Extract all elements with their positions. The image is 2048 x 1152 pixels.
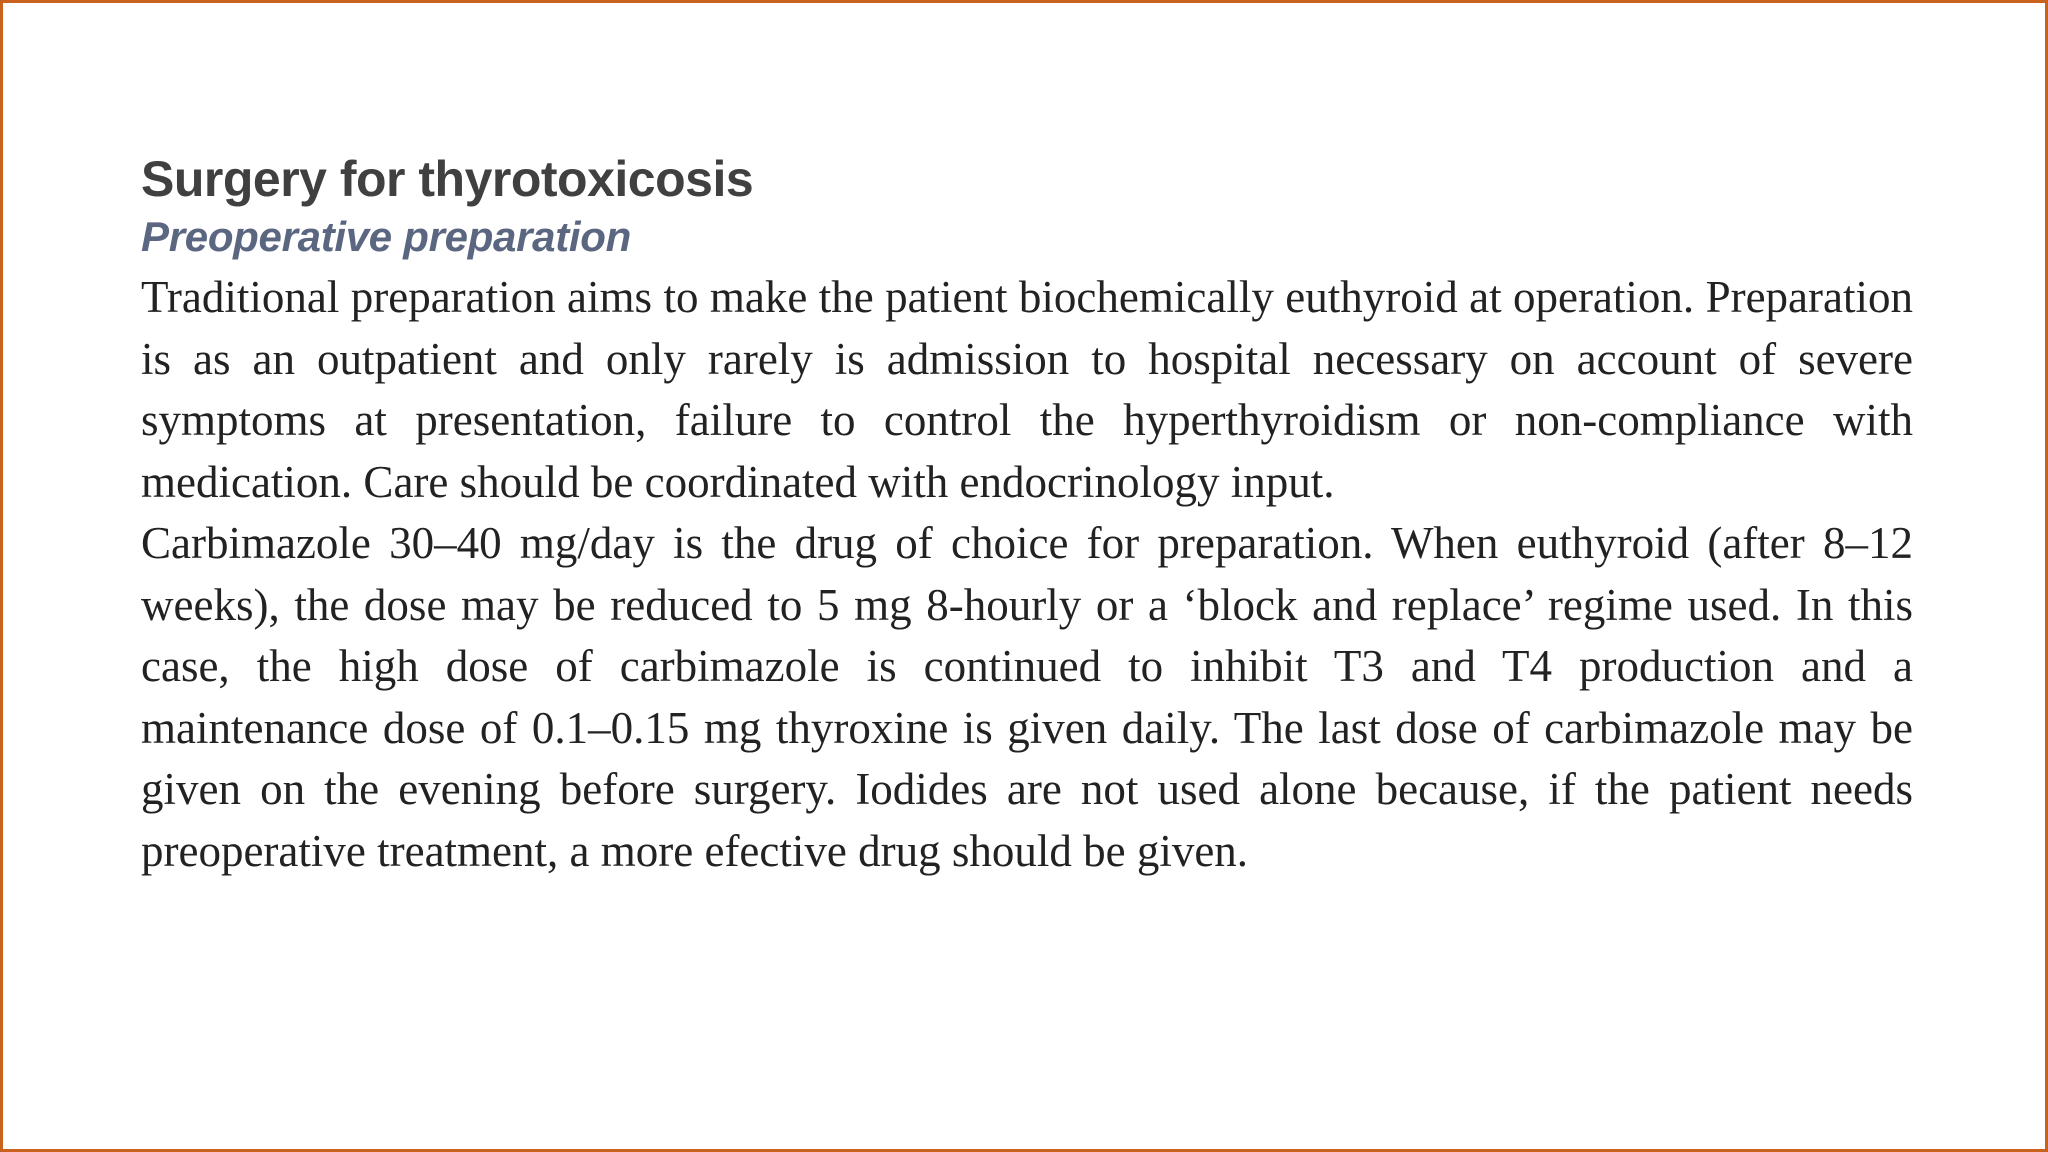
- body-paragraph-carbimazole: Carbimazole 30–40 mg/day is the drug of choice for preparation. When euthyroid (after 8–12 weeks), the dose may be reduced to 5 mg 8-hourly or a ‘block and replace’ regime used. In this case, the high dose of carbimazole is continued to inhibit T3 and T4 production and a maintenance dose of 0.1–0.15 mg thyroxine is given daily. The last dose of carbimazole may be given on the evening before surgery. Iodides are not used alone because, if the patient needs preoperative treatment, a more efective drug should be given.: [141, 518, 1913, 876]
- body-paragraph-preparation: Traditional preparation aims to make the patient biochemically euthyroid at operation. Preparation is as an outpatient and only rarely is admission to hospital necessary on account of severe symptoms at presentation, failure to control the hyperthyroidism or non-compliance with medication. Care should be coordinated with endocrinology input.: [141, 272, 1913, 507]
- slide-title: Surgery for thyrotoxicosis: [141, 151, 754, 207]
- slide-content: [141, 149, 1913, 882]
- slide-subtitle: Preoperative preparation: [141, 213, 631, 260]
